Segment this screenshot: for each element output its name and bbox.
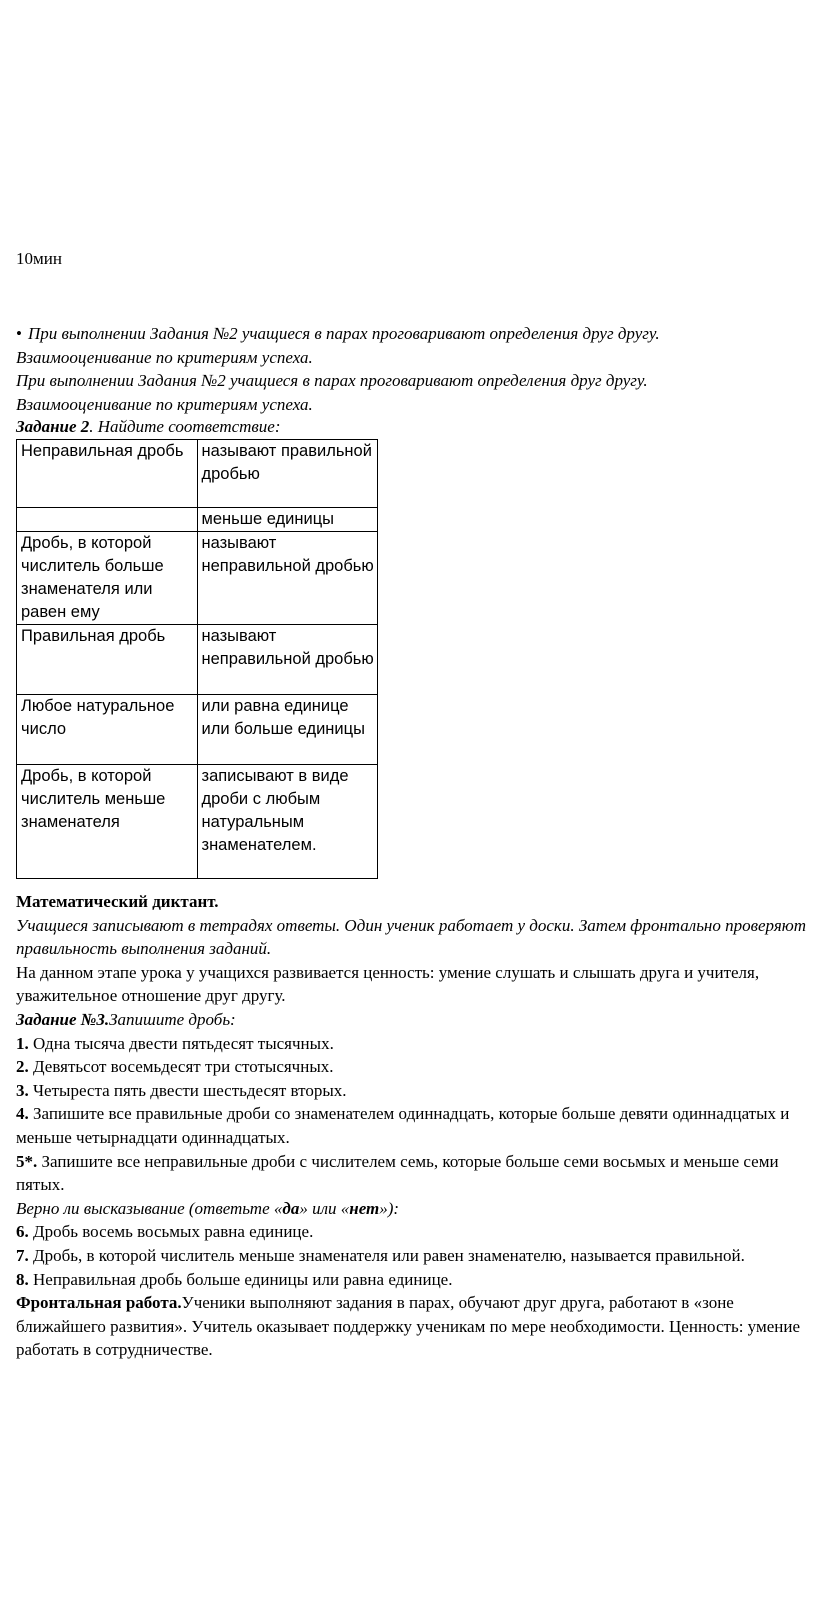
task2-label: Задание 2 [16,417,90,436]
table-row [17,532,378,625]
list-item [16,1220,808,1244]
table-row [17,765,378,879]
truefalse-yes: да [282,1198,300,1218]
item-number: 5*. [16,1151,38,1171]
frontal-label: Фронтальная работа. [16,1293,182,1313]
intro-line [16,322,806,346]
duration-label: 10мин [16,249,62,268]
table-cell-left: Правильная дробь [17,625,198,695]
intro-line: При выполнении Задания №2 учащиеся в парах проговаривают определения друг другу. [16,371,648,391]
list-item [16,1032,808,1056]
truefalse-heading [16,1197,808,1221]
truefalse-mid: » или « [299,1198,350,1218]
table-cell-left [17,508,198,532]
item-number: 4. [16,1104,29,1124]
task3-text: Запишите дробь: [109,1009,236,1029]
item-text: Дробь восемь восьмых равна единице. [28,1222,314,1242]
frontal-work [16,1291,808,1362]
intro-line-text: При выполнении Задания №2 учащиеся в парах проговаривают определения друг другу. [27,324,660,343]
table-cell-right: называют неправильной дробью [197,625,378,695]
item-number: 8. [16,1269,29,1289]
truefalse-no: нет [349,1198,380,1218]
table-row [17,440,378,508]
table-cell-left: Любое натуральное число [17,695,198,765]
item-text: Одна тысяча двести пятьдесят тысячных. [28,1033,334,1053]
dictation-value: На данном этапе урока у учащихся развивается ценность: умение слушать и слышать друга и учителя, уважительное отношение друг другу. [16,962,760,1006]
table-cell-left: Дробь, в которой числитель больше знаменателя или равен ему [17,532,198,625]
item-text: Запишите все неправильные дроби с числителем семь, которые больше семи восьмых и меньше семи пятых. [16,1151,779,1195]
truefalse-suffix: »): [379,1198,400,1218]
item-number: 3. [16,1080,29,1100]
bullet-icon: • [16,324,22,343]
frontal-text: Ученики выполняют задания в парах, обучают друг друга, работают в «зоне ближайшего развития». Учитель оказывает поддержку ученикам по мере необходимости. Ценность: умение работать в сотрудничестве. [16,1293,800,1360]
truefalse-prefix: Верно ли высказывание (ответьте « [16,1198,283,1218]
task3-label: Задание №3. [16,1009,110,1029]
dictation-title: Математический диктант. [16,892,219,911]
intro-line: Взаимооценивание по критериям успеха. [16,394,313,414]
item-text: Четыреста пять двести шестьдесят вторых. [28,1080,347,1100]
item-text: Запишите все правильные дроби со знаменателем одиннадцать, которые больше девяти одиннадцатых и меньше четырнадцати одиннадцатых. [16,1104,790,1147]
list-item [16,1150,808,1197]
intro-line: Взаимооценивание по критериям успеха. [16,347,313,367]
item-number: 1. [16,1033,29,1053]
intro-block [16,322,806,416]
match-table [16,439,378,879]
task3-heading [16,1008,808,1032]
item-text: Дробь, в которой числитель меньше знаменателя или равен знаменателю, называется правильной. [28,1245,745,1265]
list-item [16,1268,808,1292]
item-text: Неправильная дробь больше единицы или равна единице. [28,1269,453,1289]
table-cell-right: называют правильной дробью [197,440,378,508]
table-cell-left: Дробь, в которой числитель меньше знаменателя [17,765,198,879]
task2-heading [16,416,281,438]
table-row [17,625,378,695]
dictation-description: Учащиеся записывают в тетрадях ответы. Один ученик работает у доски. Затем фронтально проверяют правильность выполнения заданий. [16,915,806,959]
list-item [16,1055,808,1079]
table-cell-right: или равна единице или больше единицы [197,695,378,765]
table-row [17,508,378,532]
item-number: 2. [16,1057,29,1077]
task2-text: . Найдите соответствие: [89,417,281,436]
table-cell-right: записывают в виде дроби с любым натуральным знаменателем. [197,765,378,879]
table-cell-left: Неправильная дробь [17,440,198,508]
list-item [16,1079,808,1103]
item-text: Девятьсот восемьдесят три стотысячных. [28,1057,334,1077]
lesson-content [16,890,808,1362]
list-item [16,1102,808,1149]
item-number: 7. [16,1245,29,1265]
table-cell-right: меньше единицы [197,508,378,532]
table-cell-right: называют неправильной дробью [197,532,378,625]
table-row [17,695,378,765]
list-item [16,1244,808,1268]
item-number: 6. [16,1222,29,1242]
